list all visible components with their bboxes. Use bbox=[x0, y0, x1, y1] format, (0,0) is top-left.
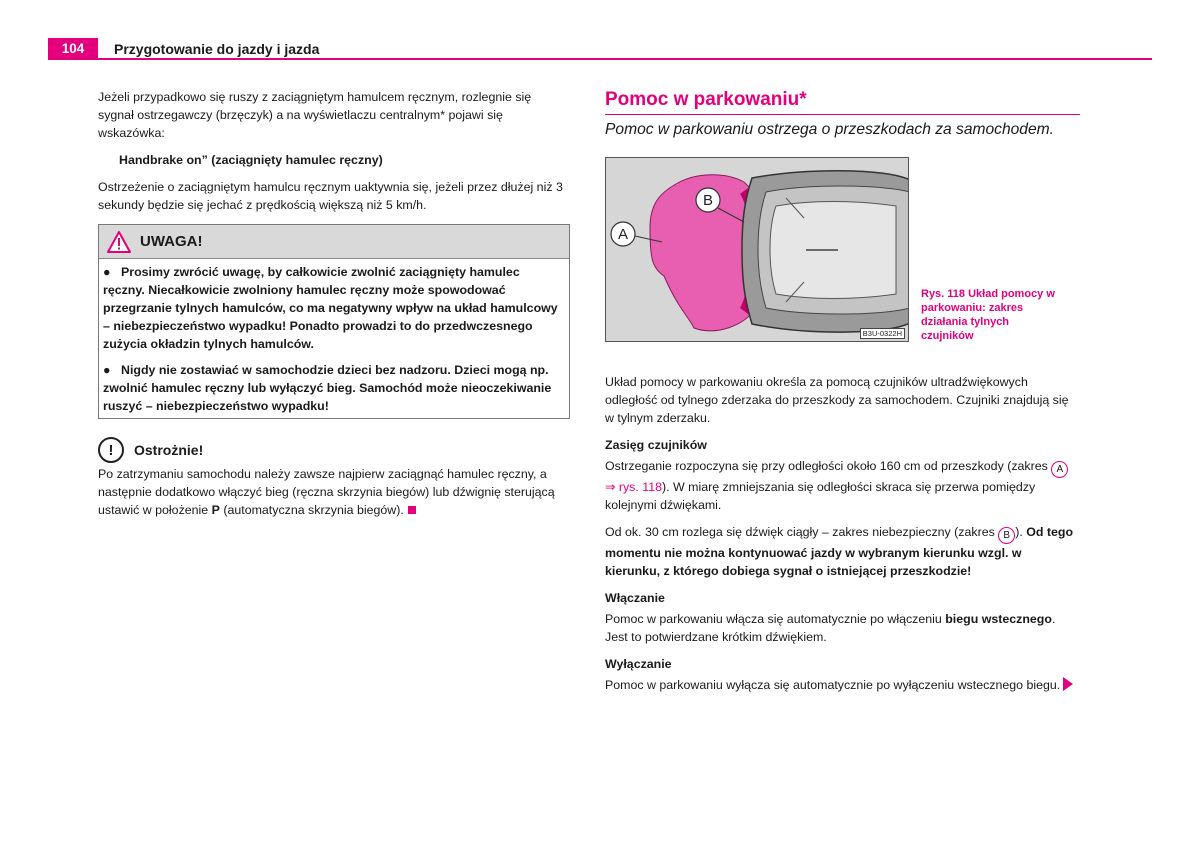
range-text-mid: ). bbox=[1015, 525, 1027, 539]
left-column bbox=[98, 88, 570, 528]
warning-item bbox=[103, 361, 563, 415]
on-text: Pomoc w parkowaniu włącza się automatycznie po włączeniu bbox=[605, 612, 946, 626]
continue-arrow-icon bbox=[1063, 677, 1073, 691]
caution-text: Po zatrzymaniu samochodu należy zawsze najpierw zaciągnąć hamulec ręczny, a następnie dodatkowo włączyć bieg (ręczna skrzynia biegów) lub dźwignię sterującą ustawić w położenie bbox=[98, 467, 555, 517]
range-heading: Zasięg czujników bbox=[605, 438, 707, 452]
warning-item-text: Nigdy nie zostawiać w samochodzie dzieci bez nadzoru. Dzieci mogą np. zwolnić hamulec ręczny lub wyłączyć bieg. Samochód może nieoczekiwanie ruszyć – niebezpieczeństwo wypadku! bbox=[103, 363, 552, 413]
chapter-title: Przygotowanie do jazdy i jazda bbox=[114, 41, 320, 57]
parking-sensor-diagram bbox=[605, 157, 909, 342]
warning-box bbox=[98, 224, 570, 419]
range-text-end: ). W miarę zmniejszania się odległości skraca się przerwa pomiędzy kolejnymi dźwiękami. bbox=[605, 480, 1036, 512]
display-message: Handbrake on” (zaciągnięty hamulec ręczny) bbox=[119, 153, 383, 167]
intro-paragraph: Jeżeli przypadkowo się ruszy z zaciągniętym hamulcem ręcznym, rozlegnie się sygnał ostrzegawczy (brzęczyk) a na wyświetlaczu centralnym* pojawi się wskazówka: bbox=[98, 90, 532, 140]
warning-body bbox=[99, 259, 569, 418]
caution-paragraph bbox=[98, 465, 570, 519]
exclamation-circle-icon: ! bbox=[98, 437, 124, 463]
warning-header bbox=[99, 225, 569, 259]
range-paragraph-2 bbox=[605, 523, 1080, 580]
parking-sensor-illustration bbox=[606, 158, 909, 342]
range-warning-bold: Od tego momentu nie można kontynuować jazdy w wybranym kierunku wzgl. w kierunku, z którego dobiega sygnał o istniejącej przeszkodzie! bbox=[605, 525, 1074, 578]
warning-triangle-icon bbox=[107, 231, 131, 253]
range-paragraph-1 bbox=[605, 457, 1080, 514]
on-bold: biegu wstecznego bbox=[945, 612, 1052, 626]
caution-title: Ostrożnie! bbox=[134, 442, 204, 458]
range-b-marker: B bbox=[998, 527, 1015, 544]
activation-paragraph: Ostrzeżenie o zaciągniętym hamulcu ręcznym uaktywnia się, jeżeli przez dłużej niż 3 sekundy będzie się jechać z prędkością większą niż 5 km/h. bbox=[98, 180, 563, 212]
bullet-icon: ● bbox=[103, 265, 111, 279]
bullet-icon: ● bbox=[103, 363, 111, 377]
off-paragraph bbox=[605, 676, 1080, 694]
figure-code: B3U-0322H bbox=[860, 328, 905, 339]
page-header bbox=[48, 38, 1152, 60]
warning-item-text: Prosimy zwrócić uwagę, by całkowicie zwolnić zaciągnięty hamulec ręczny. Niecałkowicie zwolniony hamulec ręczny może spowodować przegrzanie tylnych hamulców, co ma negatywny wpływ na układ hamulcowy – niebezpieczeństwo wypadku! Ponadto prowadzi to do przedwczesnego zużycia okładzin tylnych hamulców. bbox=[103, 265, 558, 351]
range-text: Od ok. 30 cm rozlega się dźwięk ciągły – zakres niebezpieczny (zakres bbox=[605, 525, 999, 539]
page-number: 104 bbox=[48, 38, 98, 60]
off-text: Pomoc w parkowaniu wyłącza się automatycznie po wyłączeniu wstecznego biegu. bbox=[605, 678, 1061, 692]
range-a-marker: A bbox=[1051, 461, 1068, 478]
right-column bbox=[605, 88, 1080, 703]
figure-caption: Rys. 118 Układ pomocy w parkowaniu: zakres działania tylnych czujników bbox=[921, 288, 1055, 342]
on-text-end: . Jest to potwierdzane krótkim dźwiękiem. bbox=[605, 612, 1056, 644]
warning-item bbox=[103, 263, 563, 353]
section-lead: Pomoc w parkowaniu ostrzega o przeszkodach za samochodem. bbox=[605, 121, 1054, 138]
caution-bold: P bbox=[211, 503, 220, 517]
caution-text-end: (automatyczna skrzynia biegów). bbox=[219, 503, 404, 517]
range-b-label: B bbox=[702, 192, 714, 209]
figure-reference-link[interactable]: ⇒ rys. 118 bbox=[605, 480, 662, 494]
figure bbox=[605, 157, 1080, 347]
warning-title: UWAGA! bbox=[140, 232, 203, 250]
system-intro: Układ pomocy w parkowaniu określa za pomocą czujników ultradźwiękowych odległość od tylnego zderzaka do przeszkody za samochodem. Czujniki znajdują się w tylnym zderzaku. bbox=[605, 375, 1069, 425]
off-heading: Wyłączanie bbox=[605, 657, 672, 671]
on-heading: Włączanie bbox=[605, 591, 665, 605]
range-text: Ostrzeganie rozpoczyna się przy odległości około 160 cm od przeszkody (zakres bbox=[605, 459, 1052, 473]
range-a-label: A bbox=[617, 226, 629, 243]
section-title: Pomoc w parkowaniu* bbox=[605, 88, 1080, 115]
section-end-square-icon bbox=[408, 506, 416, 514]
caution-header bbox=[98, 437, 570, 463]
header-rule bbox=[98, 58, 1152, 60]
on-paragraph bbox=[605, 610, 1080, 646]
